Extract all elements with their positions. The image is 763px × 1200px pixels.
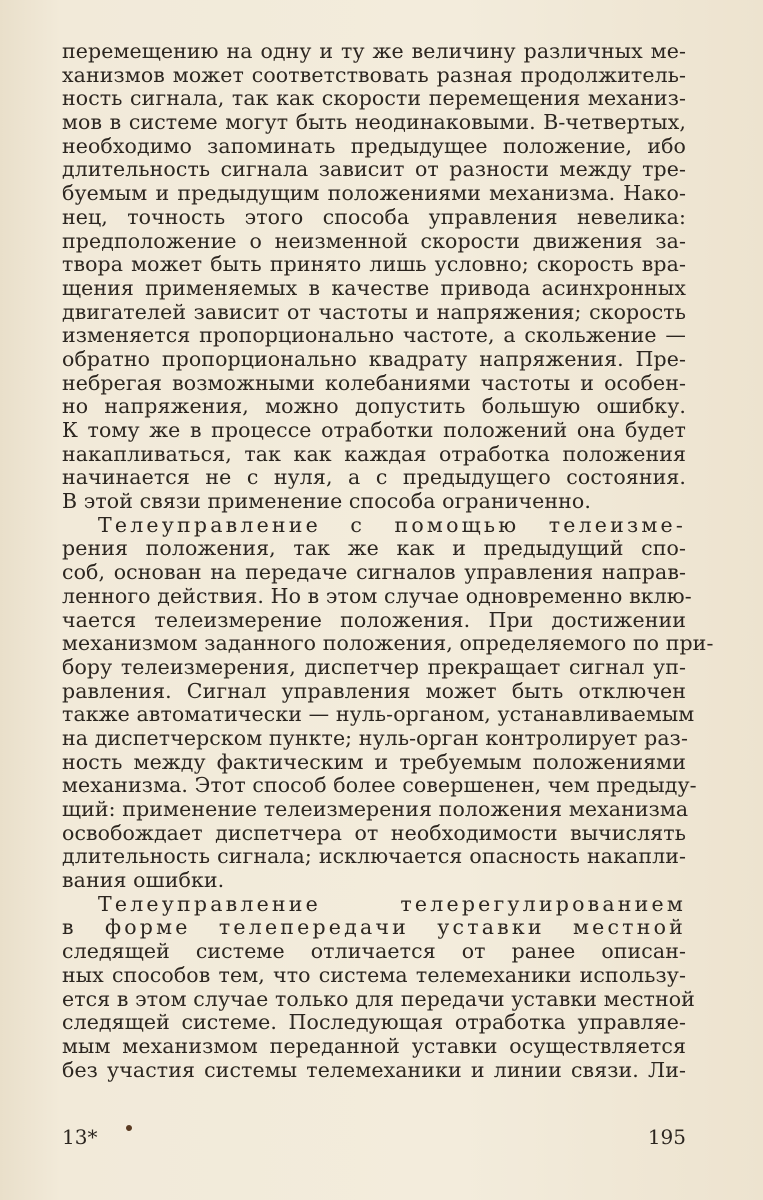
text-line: перемещению на одну и ту же величину различных ме- [62,39,686,63]
text-line: освобождает диспетчера от необходимости вычислять [62,820,686,845]
text-line: длительность сигнала зависит от разности между тре- [62,157,686,182]
text-line: обратно пропорционально квадрату напряжения. Пре- [62,346,686,371]
paragraph-3 [62,891,695,1083]
text-line: мым механизмом переданной уставки осуществляется [62,1033,686,1058]
text-line: равления. Сигнал управления может быть отключен [62,678,686,703]
body-text [62,39,714,1082]
text-line: мов в системе могут быть неодинаковыми. В-четвертых, [62,110,686,135]
signature-mark: 13* [62,1125,98,1149]
text-line: К тому же в процессе отработки положений она будет [62,418,686,442]
text-line: буемым и предыдущим положениями механизма. Нако- [62,181,686,206]
text-line: механизмом заданного положения, определяемого по при- [62,631,714,656]
text-line: длительность сигнала; исключается опасность накапли- [62,844,686,869]
text-line: необходимо запоминать предыдущее положение, ибо [62,133,686,158]
text-line: ется в этом случае только для передачи уставки местной [62,986,695,1011]
text-line: начинается не с нуля, а с предыдущего состояния. [62,465,686,490]
text-line: Телеуправление телерегулированием [98,891,686,916]
paragraph-2 [62,512,714,893]
text-line: бору телеизмерения, диспетчер прекращает сигнал уп- [62,654,686,679]
text-line: небрегая возможными колебаниями частоты и особен- [62,370,686,395]
text-line: также автоматически — нуль-органом, устанавливаемым [62,702,695,727]
text-line: но напряжения, можно допустить большую ошибку. [62,394,686,419]
text-line: механизма. Этот способ более совершенен, чем предыду- [62,773,697,798]
text-line: изменяется пропорционально частоте, а скольжение — [62,323,686,348]
page-number: 195 [647,1125,686,1149]
text-line: щий: применение телеизмерения положения механизма [62,797,689,821]
text-line: без участия системы телемеханики и линии связи. Ли- [62,1057,686,1082]
text-line: двигателей зависит от частоты и напряжения; скорость [62,299,686,324]
text-line: ханизмов может соответствовать разная продолжитель- [62,62,686,87]
text-line: накапливаться, так как каждая отработка положения [62,441,686,466]
text-line: соб, основан на передаче сигналов управления направ- [62,560,686,585]
ink-dot [126,1125,132,1131]
text-line: ных способов тем, что система телемеханики использу- [62,962,686,987]
text-line: нец, точность этого способа управления невелика: [62,204,686,229]
text-line: Телеуправление с помощью телеизме- [98,512,686,537]
text-line: твора может быть принято лишь условно; скорость вра- [62,252,686,277]
text-line: В этой связи применение способа ограниченно. [62,489,591,514]
text-line: чается телеизмерение положения. При достижении [62,607,686,632]
text-line: рения положения, так же как и предыдущий спо- [62,536,686,561]
text-line: следящей системе. Последующая отработка управляе- [62,1010,686,1035]
text-line: следящей системе отличается от ранее описан- [62,939,686,964]
page-footer [62,1125,686,1153]
text-line: в форме телепередачи уставки местной [62,915,686,940]
text-line: ность сигнала, так как скорости перемещения механиз- [62,86,686,111]
text-line: на диспетчерском пункте; нуль-орган контролирует раз- [62,725,688,750]
text-line: вания ошибки. [62,868,225,893]
text-line: ность между фактическим и требуемым положениями [62,749,686,774]
text-line: ленного действия. Но в этом случае одновременно вклю- [62,583,692,608]
text-line: щения применяемых в качестве привода асинхронных [62,275,686,300]
text-line: предположение о неизменной скорости движения за- [62,228,686,253]
paragraph-1 [62,40,686,514]
